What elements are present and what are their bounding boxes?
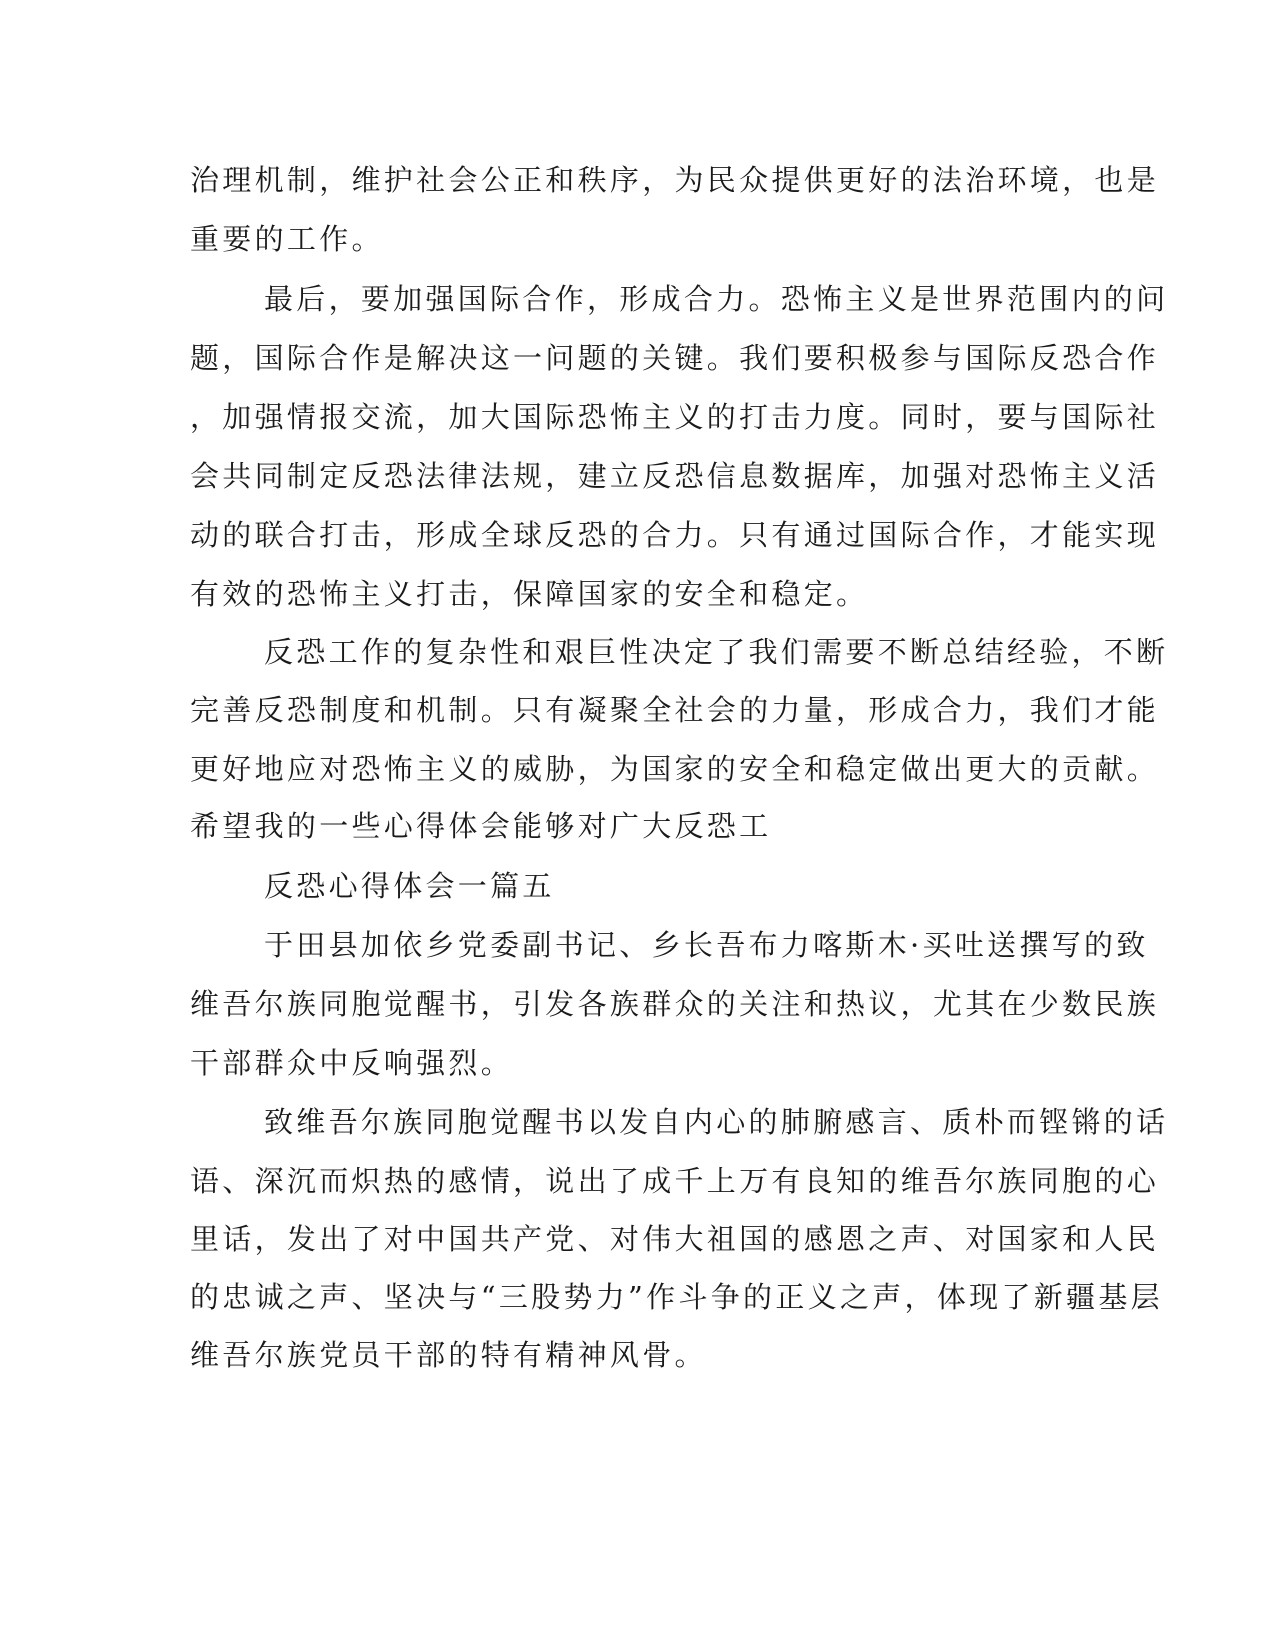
text-line: 的忠诚之声、坚决与“三股势力”作斗争的正义之声，体现了新疆基层 <box>190 1280 1163 1314</box>
text-line: 题，国际合作是解决这一问题的关键。我们要积极参与国际反恐合作 <box>190 341 1160 375</box>
text-line: 干部群众中反响强烈。 <box>190 1046 514 1080</box>
paragraph-first-line: 致维吾尔族同胞觉醒书以发自内心的肺腑感言、质朴而铿锵的话 <box>264 1105 1169 1139</box>
paragraph-first-line: 反恐工作的复杂性和艰巨性决定了我们需要不断总结经验，不断 <box>264 635 1169 669</box>
text-line: ，加强情报交流，加大国际恐怖主义的打击力度。同时，要与国际社 <box>190 400 1160 434</box>
text-line: 语、深沉而炽热的感情，说出了成千上万有良知的维吾尔族同胞的心 <box>190 1164 1160 1198</box>
text-line: 动的联合打击，形成全球反恐的合力。只有通过国际合作，才能实现 <box>190 518 1160 552</box>
text-line: 希望我的一些心得体会能够对广大反恐工 <box>190 809 772 843</box>
text-line: 治理机制，维护社会公正和秩序，为民众提供更好的法治环境，也是 <box>190 163 1160 197</box>
text-line: 有效的恐怖主义打击，保障国家的安全和稳定。 <box>190 577 869 611</box>
text-line: 里话，发出了对中国共产党、对伟大祖国的感恩之声、对国家和人民 <box>190 1222 1160 1256</box>
text-line: 会共同制定反恐法律法规，建立反恐信息数据库，加强对恐怖主义活 <box>190 459 1160 493</box>
paragraph-first-line: 于田县加依乡党委副书记、乡长吾布力喀斯木·买吐送撰写的致 <box>264 928 1149 962</box>
text-line: 完善反恐制度和机制。只有凝聚全社会的力量，形成合力，我们才能 <box>190 693 1160 727</box>
text-line: 维吾尔族同胞觉醒书，引发各族群众的关注和热议，尤其在少数民族 <box>190 987 1160 1021</box>
text-line: 重要的工作。 <box>190 222 384 256</box>
text-line: 更好地应对恐怖主义的威胁，为国家的安全和稳定做出更大的贡献。 <box>190 752 1160 786</box>
paragraph-first-line: 最后，要加强国际合作，形成合力。恐怖主义是世界范围内的问 <box>264 282 1169 316</box>
text-line: 维吾尔族党员干部的特有精神风骨。 <box>190 1338 707 1372</box>
section-heading: 反恐心得体会一篇五 <box>264 869 555 903</box>
